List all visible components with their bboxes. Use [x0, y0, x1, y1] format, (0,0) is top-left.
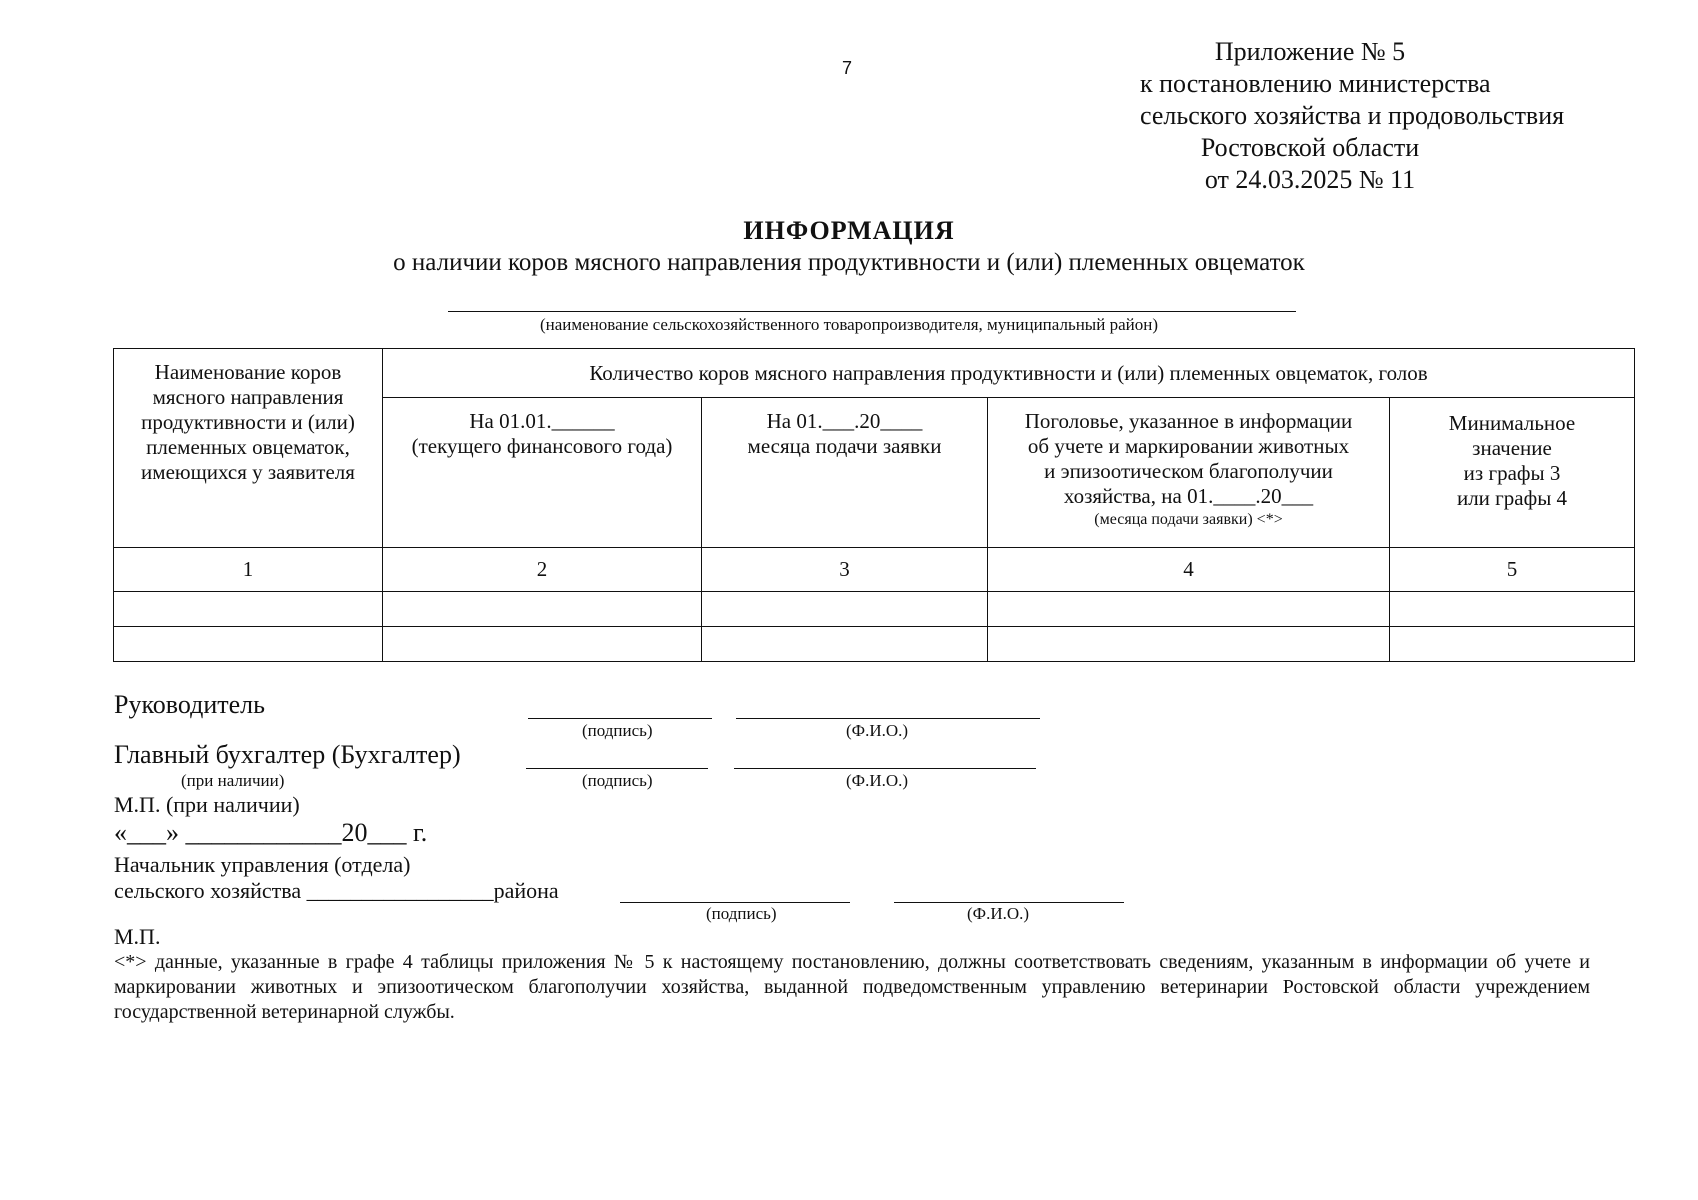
stamp-label: М.П.: [114, 924, 161, 949]
name-caption: (Ф.И.О.): [967, 904, 1030, 923]
header-quantity-group: Количество коров мясного направления продуктивности и (или) племенных овцематок, голов: [383, 349, 1635, 398]
dept-head-line2: сельского хозяйства _________________района: [114, 878, 559, 903]
dept-head-name-line[interactable]: [894, 902, 1124, 903]
date-line: «___» ____________20___ г.: [114, 818, 428, 847]
producer-caption: (наименование сельскохозяйственного товаропроизводителя, муниципальный район): [540, 315, 1158, 334]
column-number: 1: [114, 548, 383, 592]
column-number: 5: [1390, 548, 1635, 592]
header-line: месяца подачи заявки: [747, 434, 942, 458]
header-line: Поголовье, указанное в информации: [1024, 409, 1353, 433]
head-signature-line[interactable]: [528, 718, 712, 719]
header-line: Наименование коров: [154, 360, 342, 384]
document-title: ИНФОРМАЦИЯ: [743, 216, 955, 245]
name-caption: (Ф.И.О.): [846, 771, 909, 790]
header-note: (месяца подачи заявки) <*>: [1094, 511, 1283, 528]
header-line: На 01.01.______: [469, 409, 615, 433]
approval-line: Приложение № 5: [1214, 37, 1406, 66]
dept-head-line1: Начальник управления (отдела): [114, 852, 411, 877]
header-line: имеющихся у заявителя: [141, 460, 355, 484]
footnote: <*> данные, указанные в графе 4 таблицы приложения № 5 к настоящему постановлению, должны соответствовать сведениям, указанным в информации об учете и маркировании животных и эпизоотическом благополучии хозяйства, выданной подведомственным управлению ветеринарии Ростовской области учреждением государственной ветеринарной службы.: [114, 951, 1590, 1023]
column-number: 2: [383, 548, 702, 592]
header-line: значение: [1472, 436, 1552, 460]
accountant-name-line[interactable]: [734, 768, 1036, 769]
head-label: Руководитель: [114, 690, 265, 719]
signature-caption: (подпись): [706, 904, 777, 923]
approval-line: сельского хозяйства и продовольствия: [1140, 101, 1565, 130]
dept-head-signature-line[interactable]: [620, 902, 850, 903]
header-line: из графы 3: [1463, 461, 1561, 485]
page-number: 7: [841, 58, 852, 78]
signature-caption: (подпись): [582, 721, 653, 740]
head-name-line[interactable]: [736, 718, 1040, 719]
approval-line: от 24.03.2025 № 11: [1204, 165, 1416, 194]
document-subtitle: о наличии коров мясного направления продуктивности и (или) племенных овцематок: [393, 249, 1305, 276]
header-line: Минимальное: [1448, 411, 1576, 435]
header-line: продуктивности и (или): [141, 410, 355, 434]
header-line: и эпизоотическом благополучии: [1044, 459, 1333, 483]
if-any-caption: (при наличии): [181, 771, 285, 790]
accountant-label: Главный бухгалтер (Бухгалтер): [114, 740, 461, 769]
header-line: или графы 4: [1456, 486, 1568, 510]
signature-caption: (подпись): [582, 771, 653, 790]
header-line: мясного направления: [152, 385, 344, 409]
header-line: об учете и маркировании животных: [1027, 434, 1350, 458]
approval-line: Ростовской области: [1200, 133, 1420, 162]
name-caption: (Ф.И.О.): [846, 721, 909, 740]
approval-line: к постановлению министерства: [1140, 69, 1491, 98]
header-line: хозяйства, на 01.____.20___: [1063, 484, 1314, 508]
stamp-if-any: М.П. (при наличии): [114, 792, 300, 817]
column-number: 3: [702, 548, 988, 592]
column-number: 4: [988, 548, 1390, 592]
accountant-signature-line[interactable]: [526, 768, 708, 769]
header-line: (текущего финансового года): [411, 434, 673, 458]
header-line: племенных овцематок,: [146, 435, 350, 459]
header-line: На 01.___.20____: [766, 409, 923, 433]
